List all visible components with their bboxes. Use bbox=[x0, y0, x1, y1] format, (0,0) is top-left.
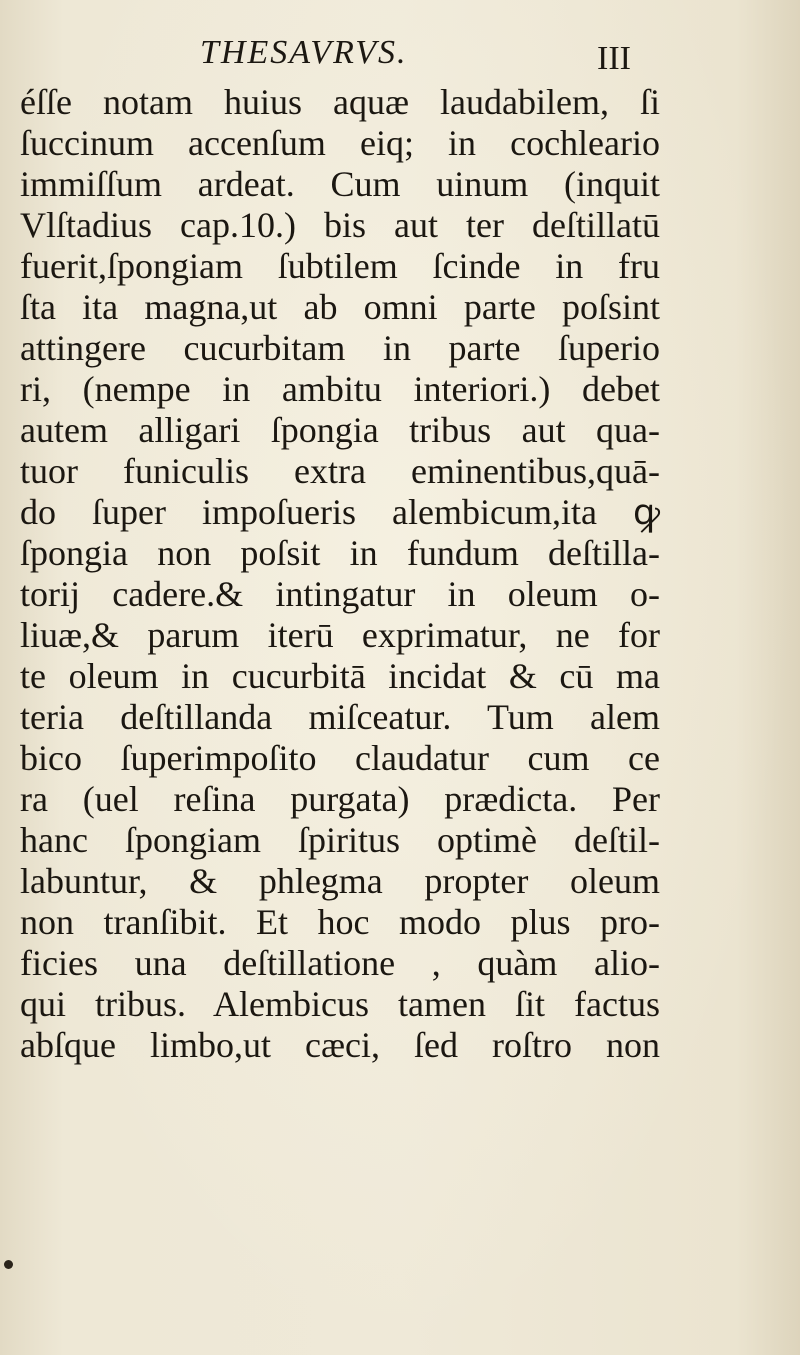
text-line: attingere cucurbitam in parte ſuperio bbox=[20, 328, 660, 368]
text-line: éſſe notam huius aquæ laudabilem, ſi bbox=[20, 82, 660, 122]
text-line: ſta ita magna,ut ab omni parte poſsint bbox=[20, 287, 660, 327]
text-line: teria deſtillanda miſceatur. Tum alem bbox=[20, 697, 660, 737]
text-line: hanc ſpongiam ſpiritus optimè deſtil- bbox=[20, 820, 660, 860]
text-line: tuor funiculis extra eminentibus,quā- bbox=[20, 451, 660, 491]
text-line: immiſſum ardeat. Cum uinum (inquit bbox=[20, 164, 660, 204]
text-line: ra (uel reſina purgata) prædicta. Per bbox=[20, 779, 660, 819]
text-line: ri, (nempe in ambitu interiori.) debet bbox=[20, 369, 660, 409]
text-line: fuerit,ſpongiam ſubtilem ſcinde in fru bbox=[20, 246, 660, 286]
text-line: torij cadere.& intingatur in oleum o- bbox=[20, 574, 660, 614]
running-title: THESAVRVS. bbox=[200, 34, 408, 71]
text-line: ſuccinum accenſum eiq; in cochleario bbox=[20, 123, 660, 163]
text-line: labuntur, & phlegma propter oleum bbox=[20, 861, 660, 901]
ink-blot bbox=[4, 1260, 13, 1269]
body-text bbox=[20, 82, 660, 1066]
text-line: te oleum in cucurbitā incidat & cū ma bbox=[20, 656, 660, 696]
text-line: non tranſibit. Et hoc modo plus pro- bbox=[20, 902, 660, 942]
page-number: III bbox=[597, 40, 631, 77]
text-line: Vlſtadius cap.10.) bis aut ter deſtillatū bbox=[20, 205, 660, 245]
text-line: abſque limbo,ut cæci, ſed roſtro non bbox=[20, 1025, 660, 1065]
text-line: liuæ,& parum iterū exprimatur, ne for bbox=[20, 615, 660, 655]
text-line: qui tribus. Alembicus tamen ſit factus bbox=[20, 984, 660, 1024]
text-line: ficies una deſtillatione , quàm alio- bbox=[20, 943, 660, 983]
text-line: autem alligari ſpongia tribus aut qua- bbox=[20, 410, 660, 450]
text-line: do ſuper impoſueris alembicum,ita ꝙ bbox=[20, 492, 660, 532]
text-line: bico ſuperimpoſito claudatur cum ce bbox=[20, 738, 660, 778]
text-line: ſpongia non poſsit in fundum deſtilla- bbox=[20, 533, 660, 573]
